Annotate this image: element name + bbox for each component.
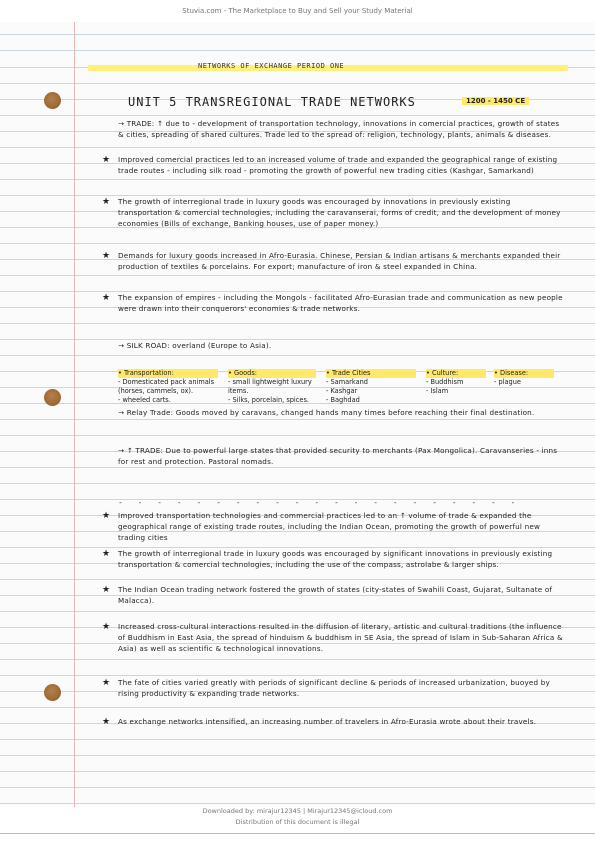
point-b-5: The fate of cities varied greatly with periods of significant decline & periods of increased urbanization, buoyed by rising productivity & expanding trade networks. (118, 678, 550, 698)
binder-hole (44, 92, 61, 109)
trade-intro: → TRADE: ↑ due to - development of transportation technology, innovations in comercial practices, growth of states & cities, spreading of shared cultures. Trade led to the spread of: religion, technology, plants, animals & diseases. (118, 119, 560, 139)
star-bullet-icon: ★ (102, 251, 111, 261)
star-bullet-icon: ★ (102, 293, 111, 303)
column-head: • Transportation: (118, 369, 218, 378)
table-column-goods (228, 369, 316, 405)
column-item: - Baghdad (326, 396, 360, 404)
table-column-trade-cities (326, 369, 416, 405)
column-item: - plague (494, 378, 521, 386)
column-item: - Domesticated pack animals (horses, cammels, ox). (118, 378, 215, 395)
star-bullet-icon: ★ (102, 585, 111, 595)
table-column-disease (494, 369, 554, 387)
binder-hole (44, 684, 61, 701)
table-column-culture (426, 369, 486, 396)
section-title: NETWORKS OF EXCHANGE PERIOD ONE (198, 62, 345, 70)
distribution-notice: Distribution of this document is illegal (235, 818, 360, 826)
margin-line (74, 22, 75, 807)
notebook-page (0, 22, 595, 807)
star-bullet-icon: ★ (102, 511, 111, 521)
column-head: • Goods: (228, 369, 316, 378)
unit-title: UNIT 5 TRANSREGIONAL TRADE NETWORKS (128, 95, 416, 109)
column-item: - Silks, porcelain, spices. (228, 396, 309, 404)
column-head: • Culture: (426, 369, 486, 378)
point-a-2: The growth of interregional trade in luxury goods was encouraged by innovations in previously existing transportation & comercial technologies, including the caravanserai, forms of credit, and the development of money economies (Bills of exchange, Banking houses, use of paper money.) (118, 197, 561, 228)
point-a-3: Demands for luxury goods increased in Afro-Eurasia. Chinese, Persian & Indian artisans & merchants expanded their production of textiles & porcelains. For export; manufacture of iron & steel expanded in China. (118, 251, 561, 271)
table-column-transportation (118, 369, 218, 405)
dashed-divider: - - - - - - - - - - - - - - - - - - - - - (118, 498, 521, 507)
column-item: - wheeled carts. (118, 396, 171, 404)
point-a-1: Improved comercial practices led to an increased volume of trade and expanded the geographical range of existing trade routes - including silk road - promoting the growth of powerful new trading cities (Kashgar, Samarkand) (118, 155, 558, 175)
star-bullet-icon: ★ (102, 155, 111, 165)
column-head: • Disease: (494, 369, 554, 378)
point-b-2: The growth of interregional trade in luxury goods was encouraged by significant innovations in previously existing transportation & comercial technologies, including the use of the compass, astrolabe & larger ships. (118, 549, 553, 569)
column-item: - Islam (426, 387, 449, 395)
downloaded-by: Downloaded by: mirajur12345 | Mirajur12345@icloud.com (202, 807, 393, 815)
point-b-1: Improved transportation technologies and commercial practices led to an ↑ volume of trade & expanded the geographical range of existing trade routes, including the Indian Ocean, promoting the growth of powerful new trading cities (118, 511, 541, 542)
binder-hole (44, 389, 61, 406)
star-bullet-icon: ★ (102, 549, 111, 559)
unit-dates: 1200 - 1450 CE (462, 97, 529, 105)
bottom-divider (0, 833, 595, 834)
download-footer (0, 806, 595, 828)
star-bullet-icon: ★ (102, 717, 111, 727)
column-item: - Buddhism (426, 378, 464, 386)
silk-road-line: → SILK ROAD: overland (Europe to Asia). (118, 341, 272, 350)
trade-second: → ↑ TRADE: Due to powerful large states that provided security to merchants (Pax Mongolica). Caravanseries - inns for rest and protection. Pastoral nomads. (118, 446, 558, 466)
column-item: - Kashgar (326, 387, 358, 395)
star-bullet-icon: ★ (102, 197, 111, 207)
column-item: - Samarkand (326, 378, 368, 386)
column-item: - small lightweight luxury items. (228, 378, 312, 395)
star-bullet-icon: ★ (102, 622, 111, 632)
column-head: • Trade Cities (326, 369, 416, 378)
site-header: Stuvia.com - The Marketplace to Buy and Sell your Study Material (182, 7, 413, 15)
relay-trade: → Relay Trade: Goods moved by caravans, changed hands many times before reaching their final destination. (118, 408, 535, 417)
star-bullet-icon: ★ (102, 678, 111, 688)
point-b-4: Increased cross-cultural interactions resulted in the diffusion of literary, artistic and cultural traditions (the influence of Buddhism in East Asia, the spread of hinduism & buddhism in SE Asia, the spread of Islam in Sub-Saharan Africa & Asia) as well as scientific & technological innovations. (118, 622, 563, 653)
point-a-4: The expansion of empires - including the Mongols - facilitated Afro-Eurasian trade and communication as new people were drawn into their conquerors' economies & trade networks. (118, 293, 563, 313)
point-b-6: As exchange networks intensified, an increasing number of travelers in Afro-Eurasia wrote about their travels. (118, 717, 537, 726)
point-b-3: The Indian Ocean trading network fostered the growth of states (city-states of Swahili Coast, Gujarat, Sultanate of Malacca). (118, 585, 553, 605)
